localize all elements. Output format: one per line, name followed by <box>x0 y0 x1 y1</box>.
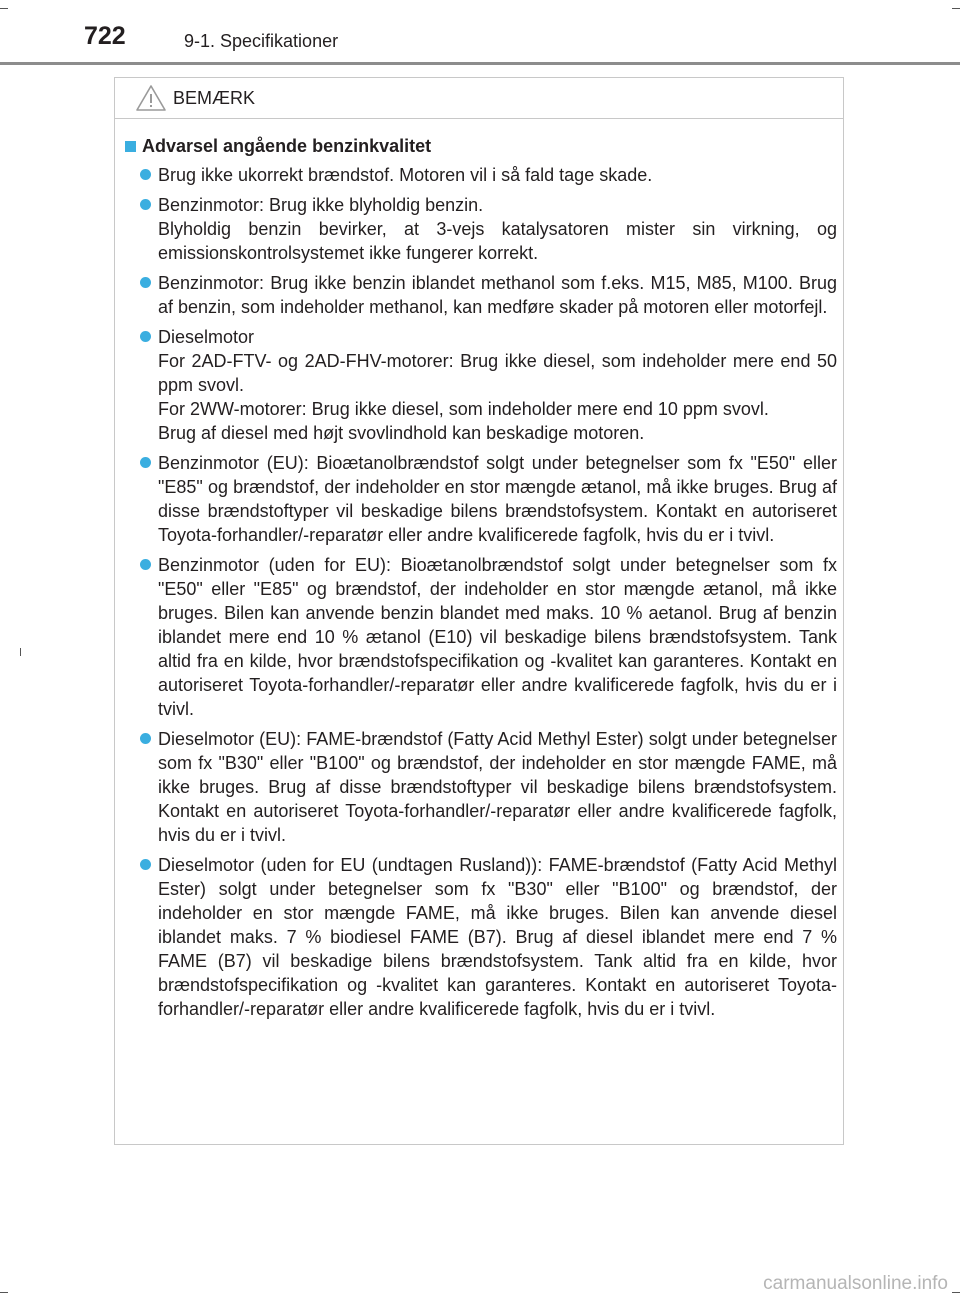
item-text: Benzinmotor (uden for EU): Bioætanolbrændstof solgt under betegnelser som fx "E50" eller "E85" og brændstof, der indeholder en stor mængde ætanol, må ikke bruges. Bilen kan anvende benzin blandet med maks. 10 % aetanol. Brug af benzin iblandet mere end 10 % ætanol (E10) vil beskadige bilens brændstofsystem. Tank altid fra en kilde, hvor brændstofspecifikation og -kvalitet kan garanteres. Kontakt en autoriseret Toyota-forhandler/-reparatør eller andre kvalificerede fagfolk, hvis du er i tvivl. <box>158 555 837 719</box>
crop-mark <box>0 1292 8 1293</box>
list-item <box>125 853 837 1021</box>
circle-bullet-icon <box>140 199 151 210</box>
circle-bullet-icon <box>140 559 151 570</box>
item-text: Dieselmotor (EU): FAME-brændstof (Fatty Acid Methyl Ester) solgt under betegnelser som fx "B30" eller "B100" og brændstof, der indeholder en stor mængde FAME, må ikke bruges. Brug af disse brændstoftyper vil beskadige bilens brændstofsystem. Kontakt en autoriseret Toyota-forhandler/-reparatør eller andre kvalificerede fagfolk, hvis du er i tvivl. <box>158 729 837 845</box>
list-item <box>125 325 837 445</box>
notice-label: BEMÆRK <box>173 88 256 108</box>
notice-body <box>125 134 837 1027</box>
item-text: Brug af diesel med højt svovlindhold kan beskadige motoren. <box>158 423 645 443</box>
notice-heading <box>125 134 837 158</box>
item-text: Dieselmotor <box>158 327 255 347</box>
list-item <box>125 451 837 547</box>
section-title: 9-1. Specifikationer <box>184 31 339 51</box>
circle-bullet-icon <box>140 733 151 744</box>
watermark: carmanualsonline.info <box>763 1273 948 1294</box>
crop-mark <box>0 8 8 9</box>
circle-bullet-icon <box>140 277 151 288</box>
item-text: Benzinmotor: Brug ikke benzin iblandet methanol som f.eks. M15, M85, M100. Brug af benzin, som indeholder methanol, kan medføre skader på motoren eller motorfejl. <box>158 273 837 317</box>
notice-header <box>115 78 843 119</box>
notice-heading-text: Advarsel angående benzinkvalitet <box>142 136 432 156</box>
header-rule <box>0 62 960 65</box>
warning-triangle-icon <box>135 84 167 112</box>
item-text: Dieselmotor (uden for EU (undtagen Rusland)): FAME-brændstof (Fatty Acid Methyl Ester) solgt under betegnelser som fx "B30" eller "B100" og brændstof, der indeholder en stor mængde FAME, må ikke bruges. Bilen kan anvende diesel iblandet maks. 7 % biodiesel FAME (B7). Brug af diesel iblandet mere end 7 % FAME (B7) vil beskadige bilens brændstofsystem. Tank altid fra en kilde, hvor brændstofspecifikation og -kvalitet kan garanteres. Kontakt en autoriseret Toyota-forhandler/-reparatør eller andre kvalificerede fagfolk, hvis du er i tvivl. <box>158 855 837 1019</box>
item-text: For 2WW-motorer: Brug ikke diesel, som indeholder mere end 10 ppm svovl. <box>158 399 769 419</box>
list-item <box>125 271 837 319</box>
page-number: 722 <box>84 22 126 50</box>
list-item <box>125 727 837 847</box>
circle-bullet-icon <box>140 859 151 870</box>
notice-list <box>125 163 837 1021</box>
notice-box <box>114 77 844 1145</box>
square-bullet-icon <box>125 141 136 152</box>
list-item <box>125 163 837 187</box>
crop-mark <box>952 8 960 9</box>
crop-mark <box>952 1292 960 1293</box>
circle-bullet-icon <box>140 331 151 342</box>
item-text: Blyholdig benzin bevirker, at 3-vejs katalysatoren mister sin virkning, og emissionskontrolsystemet ikke fungerer korrekt. <box>158 219 837 263</box>
crop-mark <box>20 648 21 656</box>
list-item <box>125 193 837 265</box>
item-text: Brug ikke ukorrekt brændstof. Motoren vil i så fald tage skade. <box>158 165 653 185</box>
list-item <box>125 553 837 721</box>
circle-bullet-icon <box>140 169 151 180</box>
circle-bullet-icon <box>140 457 151 468</box>
item-text: For 2AD-FTV- og 2AD-FHV-motorer: Brug ikke diesel, som indeholder mere end 50 ppm svovl. <box>158 351 837 395</box>
item-text: Benzinmotor: Brug ikke blyholdig benzin. <box>158 195 484 215</box>
item-text: Benzinmotor (EU): Bioætanolbrændstof solgt under betegnelser som fx "E50" eller "E85" og brændstof, der indeholder en stor mængde ætanol, må ikke bruges. Brug af disse brændstoftyper vil beskadige bilens brændstofsystem. Kontakt en autoriseret Toyota-forhandler/-reparatør eller andre kvalificerede fagfolk, hvis du er i tvivl. <box>158 453 837 545</box>
